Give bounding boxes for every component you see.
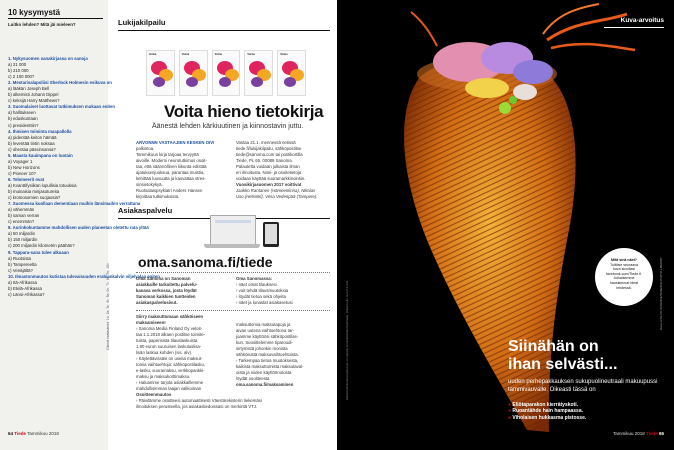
quiz-line: c) Pioneer 10? — [8, 170, 36, 176]
billing-text-col2 — [236, 322, 328, 388]
quiz-line: 3. Suomalaiset luottavat tutkimuksen mukaan eniten — [8, 104, 115, 110]
quiz-line: a) Voyager 1 — [8, 158, 33, 164]
bubble-link[interactable]: facebook.com/Tiede.fi. — [605, 271, 643, 276]
text-line: Uso (Helsinki), Vesa Vedenpää (Tampere). — [236, 194, 318, 199]
brand-name: Tiede — [14, 431, 26, 436]
book-cover — [179, 50, 208, 96]
quiz-line: 1. Nykysuomen sanakirjassa on sanoja — [8, 56, 88, 61]
laptop-illustration — [204, 215, 260, 249]
book-title: Voima — [280, 53, 288, 56]
quiz-title-rule — [8, 18, 103, 19]
quiz-line: c) Venäjältä? — [8, 267, 33, 273]
text-line: › näet ja lunastat asiakasetusi — [236, 300, 293, 305]
quiz-line: b) muinaisia minjasotureita — [8, 189, 60, 195]
text-line: Oma Sanomassa: — [236, 276, 273, 281]
quiz-line: 10. Ilmastonmuutos kutistaa tulevaisuuden erabiankalvin viljelyalaa eniten — [8, 273, 160, 279]
bubble-line: Julkaisemme — [613, 276, 635, 281]
book-cover — [146, 50, 175, 96]
text-line: aivan uutena vaihtoehtona tar- — [236, 328, 295, 333]
text-line: tuista, paperisista tilauslaskuista — [136, 338, 198, 343]
quiz-line: c) enemmän? — [8, 219, 35, 225]
quiz-line: 7. Suomessa kuollaan dementiaan muihin länsimaihin verrattuna — [8, 201, 141, 207]
text-line: Tiede, PL 65, 00089 Sanoma. — [236, 158, 293, 163]
bubble-line: Tulkitse seuraava — [609, 262, 639, 267]
main-column — [118, 0, 332, 450]
text-line: eri ilmoitusta. Nimi- ja osoitetietoja — [236, 170, 302, 175]
book-title: Voima — [149, 53, 157, 56]
quiz-answers: Oikeat vastaukset: 1a, 2a, 3c, 4c, 5a, 6c, 7c, 8b, 9c, 10c — [106, 263, 110, 350]
text-line: sähköisistä maksuvaihtoehtoista. — [236, 352, 299, 357]
bubble-heading: Mitä sinä näet? — [611, 258, 637, 262]
address-change — [136, 392, 330, 410]
text-line: lisän laskua kohden (sis. alv). — [136, 350, 193, 355]
text-line: löydät osoitteesta — [236, 376, 270, 381]
quiz-line: c) ohentaa pässinsarvia? — [8, 146, 56, 152]
contest-text-col2 — [236, 140, 328, 200]
page-number: 64 — [8, 431, 14, 436]
address-change-text: › Päivitämme osoitteesi automaattisesti Väestörekisterin tiekemäsi — [136, 398, 262, 403]
quiz-line: c) Länsi-Afrikassa? — [8, 291, 45, 297]
quiz-line: b) New Horizons — [8, 164, 40, 170]
headline-line: Siinähän on — [508, 338, 599, 355]
book-title: Voima — [214, 53, 222, 56]
quiz-line: a) Itä-Afrikassa — [8, 279, 37, 285]
text-line: tiede.fi/lukijakilpailu, sähköpostitse — [236, 146, 302, 151]
book-title: Voima — [247, 53, 255, 56]
quiz-line: b) leventää tintin noksaa — [8, 140, 55, 146]
quiz-line: c) keksijä Harry Matthews? — [8, 98, 60, 104]
puzzle-answers — [508, 402, 586, 421]
quiz-line: 9. Tappara-sana tulee alkuaan — [8, 249, 69, 255]
text-line: kaikista maksuttomista maksutaval- — [236, 364, 304, 369]
dotted-divider — [136, 310, 330, 311]
issue-date: Tammikuu 2018 — [613, 431, 645, 436]
text-line: sinsietokykyä. — [136, 182, 163, 187]
speech-bubble — [595, 248, 653, 306]
left-page-footer — [8, 431, 59, 436]
quiz-line: b) Etelä-Afrikassa — [8, 285, 42, 291]
quiz-line: a) 21 000 — [8, 62, 27, 68]
text-line: taa, että säännöllinen liikunta edistää — [136, 164, 207, 169]
quiz-line: a) Ruotsista — [8, 255, 31, 261]
text-line: voidaan käyttää suoramarkkinointiin. — [236, 176, 306, 181]
contest-subhead: Äänestä lehden kärkiuutinen ja kiinnostavin juttu. — [152, 123, 304, 130]
text-line: Tammikuun kirja tarjoaa tervyyttä — [136, 152, 199, 157]
text-line: asiakaspalvelusivut. — [136, 300, 178, 305]
text-line: › löydät tietoa sekä ohjeita — [236, 294, 286, 299]
text-line: Vastaa 21.1. mennessä netissä — [236, 140, 296, 145]
photo-credit: Kuva: EYE OF SCIENCE/SCIENCE PHOTO LIBRARY — [659, 257, 663, 330]
text-line: kirjoittaa tutkimuksista. — [136, 194, 180, 199]
text-line: › Haluamme tarjota asiakkaillemme — [136, 380, 204, 385]
text-line: › voit tehdä tilausmuutoksia — [236, 288, 289, 293]
quiz-line: b) 150 miljardin — [8, 237, 38, 243]
quiz-line: c) 2 100 000? — [8, 74, 35, 80]
text-line: kun. Suosittelemme tiparoudi- — [236, 340, 293, 345]
quiz-line: 8. Aurinkokuntamme mahdollisen uuden planeetan oletettu rata yltää — [8, 225, 149, 231]
contest-headline: Voita hieno tietokirja — [164, 102, 324, 121]
contest-text-col1 — [136, 140, 228, 200]
text-line: Siirry maksuttomaan sähköiseen maksamiseen! — [136, 314, 204, 325]
brand-name: Tiede — [646, 431, 658, 436]
text-line: sirtymistä johonkin monista — [236, 346, 288, 351]
puzzle-headline — [508, 338, 617, 374]
right-page — [337, 0, 674, 450]
billing-text-col1 — [136, 314, 228, 392]
text-line: Sanoman kaikkien tuotteiden — [136, 294, 196, 299]
text-line: 1,90 euron suuruisen laskutuslisa- — [136, 344, 202, 349]
text-line: mahdollisimman laajan valikoiman — [136, 386, 202, 391]
text-line: taa 1.1.2018 alkaen postitse toimite- — [136, 332, 206, 337]
service-intro-right — [236, 276, 328, 306]
text-line: ajatuksenjuoksua, parantaa muistia, — [136, 170, 205, 175]
quiz-line: c) kromosomien suojaosia? — [8, 195, 61, 201]
quiz-line: c) 200 miljardin kilometrin päähän? — [8, 243, 75, 249]
quiz-title: 10 kysymystä — [8, 8, 61, 17]
quiz-subtitle: Luitko lehden? Mitä jäi mieleen? — [8, 22, 76, 27]
quiz-line: b) Tampereelta — [8, 261, 37, 267]
address-change-text: ilmoituksen perusteella, jos asiakastiedoissasi on merkintä VTJ. — [136, 404, 258, 409]
headline-line: ihan selvästi... — [508, 356, 618, 373]
answer-item: ● Eliötaparakon kierrätyskoti. — [508, 402, 579, 408]
section-rule — [118, 30, 330, 31]
service-intro-left — [136, 276, 228, 306]
section-label-kuva-arvoitus: Kuva-arvoitus — [620, 17, 664, 24]
book-cover — [277, 50, 306, 96]
text-line: joamme käyttöösi sähköpostilas- — [236, 334, 299, 339]
text-line: Jaakko Rantanen (Hämeenlinna), Nikolas — [236, 188, 316, 193]
issue-date: Tammikuu 2018 — [27, 431, 59, 436]
book-title: Voima — [181, 53, 190, 56]
photo-caption: Elektronimikroskooppikuvaa on värjätty kuvankäsittelyohjelmalla. Oikea koko noin 0,2 mm. — [345, 279, 349, 400]
text-line: tomia vaihtoehtoja: sähköpostilasku, — [136, 362, 206, 367]
answer-item: ● Ruoantähde hain hampaassa. — [508, 408, 583, 415]
quiz-line: a) lääkäri Joseph Bell — [8, 86, 50, 92]
puzzle-lead: uuden perhepakkauksen sukupuolineutraali makuupussi tammivauvalle. Oikeasti tässä on — [508, 379, 658, 393]
text-line: asiakkaille tarkoitettu palvelu- — [136, 282, 198, 287]
text-line: aivoille. Moderni neurotutkimus osoit- — [136, 158, 207, 163]
text-line: ARVONNN VASTAAJIEN KESKEN OIVI — [136, 140, 215, 145]
dotted-divider — [136, 272, 330, 273]
text-line: e-lasku, suoramaksu, verkkopankki- — [136, 368, 205, 373]
quiz-line: a) Kvanttifysiikan lopullisia totuuksia — [8, 182, 77, 188]
book-cover — [212, 50, 241, 96]
quiz-line: 4. Ihmisen toiminta maapallolla — [8, 128, 72, 134]
tablet-illustration — [263, 222, 279, 247]
bubble-line: hauskimmat ideat — [609, 280, 639, 285]
quiz-line: 6. Telomeerit ovat — [8, 176, 45, 182]
quiz-line: b) 210 000 — [8, 68, 29, 74]
quiz-line: b) saman verran — [8, 213, 40, 219]
text-line: tiede@sanoma.com tai postikortilla — [236, 152, 303, 157]
text-line: Palautetta voidaan julkaista ilman — [236, 164, 300, 169]
text-line: Oma Sanoma on Sanoman — [136, 276, 191, 281]
section-label-asiakaspalvelu: Asiakaspalvelu — [118, 206, 173, 215]
quiz-line: a) pidentää keiton hämää — [8, 134, 57, 140]
answer-item: ● Viholaisen hukkasma pistosse. — [508, 414, 587, 421]
quiz-line: b) alkemisti Johann Dippel — [8, 92, 59, 98]
text-line: › Sanoma Media Finland Oy veloit- — [136, 326, 203, 331]
text-line: palkintoa. — [136, 146, 155, 151]
quiz-line: a) hallitukseen — [8, 110, 36, 116]
text-line: kehittää luovuutta ja kasvattaa stres- — [136, 176, 206, 181]
quiz-line: c) presidenttiin? — [8, 122, 39, 128]
book-covers — [146, 50, 306, 96]
text-line: › näet omat tilauksesi — [236, 282, 277, 287]
text-line: oista ja niiden käyttöönotosta — [236, 370, 292, 375]
quiz-line: a) 50 miljardin — [8, 231, 35, 237]
text-line: kanava verkossa, josta löydät — [136, 288, 197, 293]
quiz-line: 2. Mestarisalapoliisi Sherlock Holmesin esikuva on — [8, 80, 112, 86]
service-url[interactable]: oma.sanoma.fi/tiede — [138, 254, 273, 270]
text-line: maksu ja maksukorttimaksu. — [136, 374, 191, 379]
section-rule — [604, 27, 664, 28]
right-page-footer — [613, 431, 664, 436]
text-line: maksuttomia maksutapoja ja — [236, 322, 291, 327]
page-number: 65 — [658, 431, 664, 436]
quiz-line: 5. Maasta kauimpana on luotain — [8, 152, 73, 158]
quiz-line: b) eduskuntaan — [8, 116, 38, 122]
text-line: › Käytettävissäsi on useita maksut- — [136, 356, 203, 361]
text-line: › Tarkempaa tietoa muutoksesta, — [236, 358, 299, 363]
address-change-title: Osoitteenmuutos — [136, 392, 172, 397]
bubble-line: lehdessä. — [616, 285, 632, 290]
text-line: Vuosikirjasuomen 2017 voittivat — [236, 182, 302, 187]
section-label-lukijakilpailu: Lukijakilpailu — [118, 18, 166, 27]
text-line: Ruotsalaispsykiatri Anders Hansen — [136, 188, 203, 193]
text-line: oma.sanoma.fi/maksaminen — [236, 382, 294, 387]
book-cover — [244, 50, 273, 96]
quiz-line: a) vähemmän — [8, 207, 35, 213]
bubble-line: kuva sivuillasi — [613, 267, 635, 272]
